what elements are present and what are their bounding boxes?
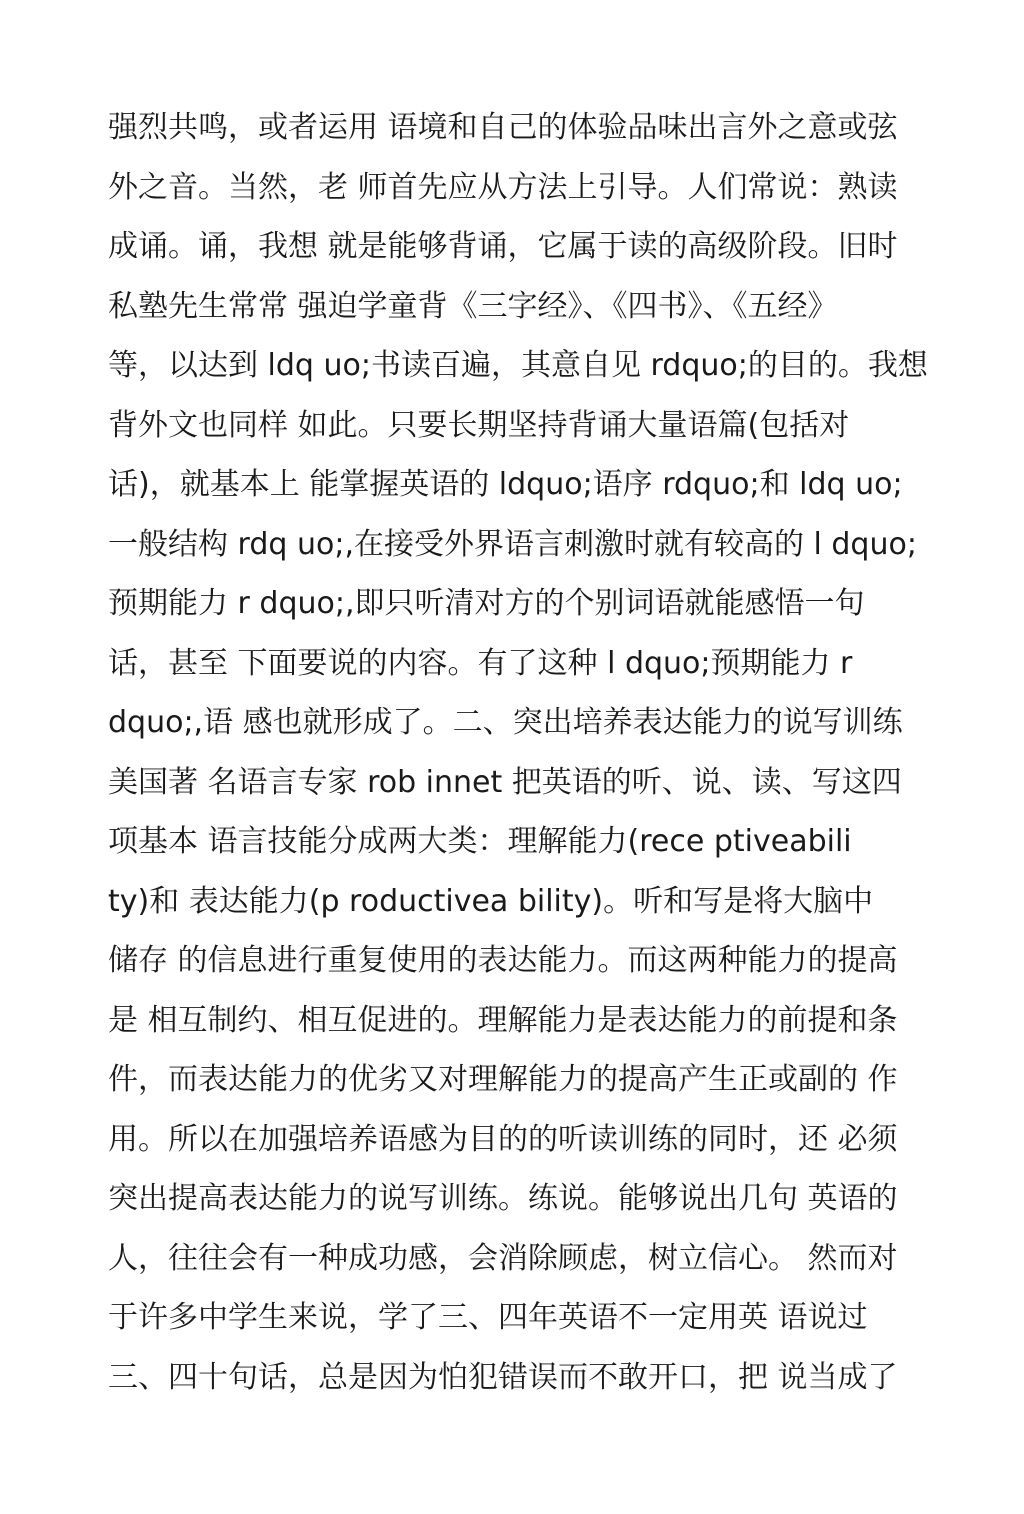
text-line: 三、四十句话，总是因为怕犯错误而不敢开口，把 说当成了 [108,1359,898,1395]
text-line: 人，往往会有一种成功感，会消除顾虑，树立信心。 然而对 [108,1240,898,1276]
text-line: 美国著 名语言专家 rob innet 把英语的听、说、读、写这四 [108,764,902,800]
text-line: 私塾先生常常 强迫学童背《三字经》、《四书》、《五经》 [108,288,838,324]
text-line: 成诵。诵，我想 就是能够背诵，它属于读的高级阶段。旧时 [108,229,898,264]
text-line: 话，甚至 下面要说的内容。有了这种 l dquo;预期能力 r [108,645,853,681]
body-text [108,98,928,1407]
text-line: 预期能力 r dquo;,即只听清对方的个别词语就能感悟一句 [108,586,865,621]
text-line: 背外文也同样 如此。只要长期坚持背诵大量语篇(包括对 [108,407,850,443]
text-line: 外之音。当然，老 师首先应从方法上引导。人们常说：熟读 [108,169,898,205]
text-line: 突出提高表达能力的说写训练。练说。能够说出几句 英语的 [108,1181,898,1216]
text-line: ty)和 表达能力(p roductivea bility)。听和写是将大脑中 [108,883,874,919]
text-line: 件，而表达能力的优劣又对理解能力的提高产生正或副的 作 [108,1062,898,1097]
text-line: 话)，就基本上 能掌握英语的 ldquo;语序 rdquo;和 ldq uo; [108,467,903,502]
text-line: 等，以达到 ldq uo;书读百遍，其意自见 rdquo;的目的。我想 [108,348,928,383]
text-line: 于许多中学生来说，学了三、四年英语不一定用英 语说过 [108,1300,868,1335]
text-line: 用。所以在加强培养语感为目的的听读训练的同时，还 必须 [108,1121,898,1157]
text-line: 强烈共鸣，或者运用 语境和自己的体验品味出言外之意或弦 [108,110,898,145]
text-line: 是 相互制约、相互促进的。理解能力是表达能力的前提和条 [108,1002,898,1038]
text-line: 项基本 语言技能分成两大类：理解能力(rece ptiveabili [108,824,852,859]
text-line: 储存 的信息进行重复使用的表达能力。而这两种能力的提高 [108,943,898,978]
text-line: 一般结构 rdq uo;,在接受外界语言刺激时就有较高的 l dquo; [108,526,917,562]
text-line: dquo;,语 感也就形成了。二、突出培养表达能力的说写训练 [108,705,903,740]
